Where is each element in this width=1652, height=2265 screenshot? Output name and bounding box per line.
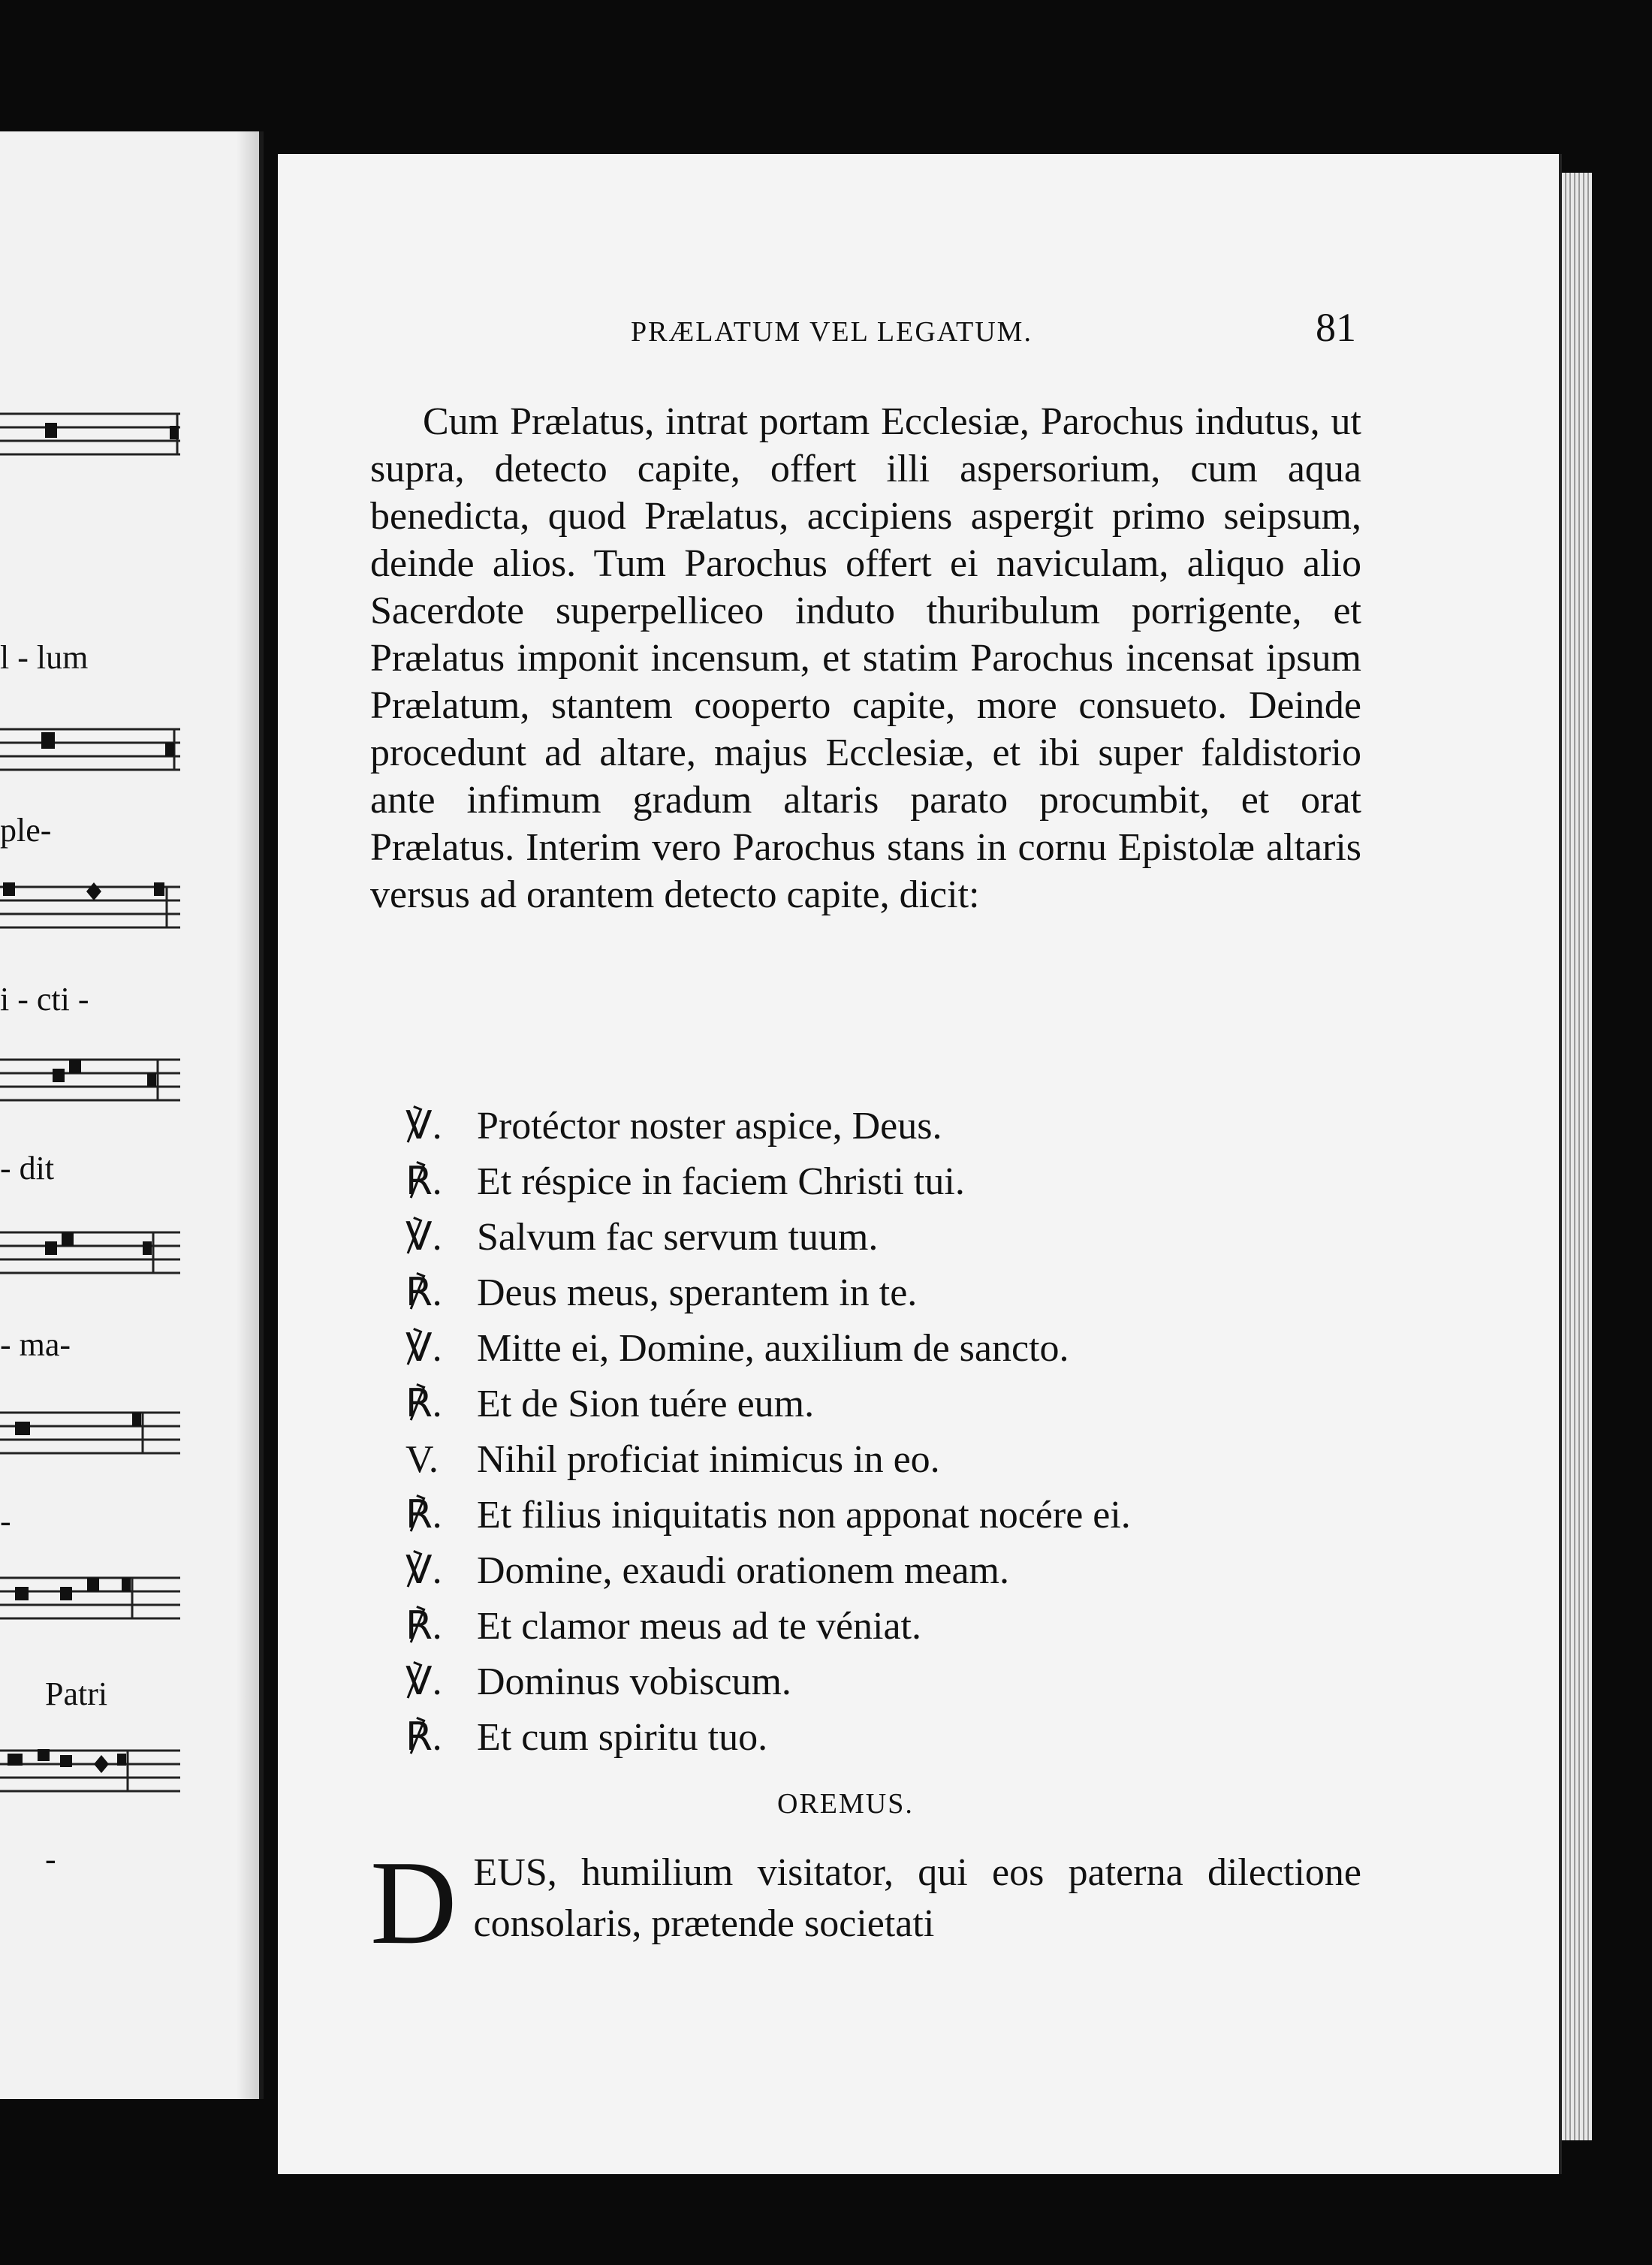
response-line: [405, 1488, 1382, 1543]
response-line: [405, 1377, 1382, 1432]
music-staff: [0, 409, 180, 459]
versicle-symbol: ℣.: [405, 1660, 442, 1703]
lyric-syllable: Patri: [45, 1675, 108, 1712]
versicle-symbol: ℣.: [405, 1216, 442, 1259]
lyric-syllable: -: [0, 1503, 11, 1540]
versicle-line: [405, 1654, 1382, 1710]
response-line: [405, 1599, 1382, 1654]
response-line: [405, 1154, 1382, 1210]
versicle-line: [405, 1543, 1382, 1599]
page-edges: [1562, 173, 1592, 2140]
music-staff: [0, 1055, 180, 1105]
music-staff: [0, 882, 180, 932]
versicle-line: [405, 1432, 1382, 1488]
versicle-symbol: ℣.: [405, 1549, 442, 1592]
page-gutter: [237, 131, 259, 2099]
oremus-heading: OREMUS.: [777, 1788, 914, 1820]
prayer-text: EUS, humilium visitator, qui eos paterna dilectione consolaris, prætende societati: [473, 1851, 1361, 1945]
response-symbol: ℟.: [405, 1716, 442, 1759]
response-symbol: ℟.: [405, 1271, 442, 1314]
response-text: Et réspice in faciem Christi tui.: [477, 1160, 965, 1203]
response-symbol: ℟.: [405, 1160, 442, 1203]
drop-cap: D: [370, 1835, 457, 1969]
music-staff: [0, 1746, 180, 1796]
response-text: Et cum spiritu tuo.: [477, 1716, 768, 1759]
lyric-syllable: i - cti -: [0, 981, 89, 1018]
response-symbol: ℟.: [405, 1383, 442, 1425]
left-facing-page: [0, 131, 264, 2099]
page-number: 81: [1316, 305, 1356, 350]
music-staff: [0, 1573, 180, 1623]
prayer-block: [370, 1835, 1361, 1969]
rubric-paragraph: Cum Prælatus, intrat portam Ecclesiæ, Parochus indutus, ut supra, detecto capite, offert illi aspersorium, cum aqua benedicta, quod Prælatus, accipiens aspergit primo seipsum, deinde alios. Tum Parochus offert ei naviculam, aliquo alio Sacerdote superpelliceo induto thuribulum porrigente, et Prælatus imponit incensum, et statim Parochus incensat ipsum Prælatum, stantem cooperto capite, more consueto. Deinde procedunt ad altare, majus Ecclesiæ, et ibi super faldistorio ante infimum gradum altaris parato procumbit, et orat Prælatus. Interim vero Parochus stans in cornu Epistolæ altaris versus ad orantem detecto capite, dicit:: [370, 400, 1361, 916]
versicle-text: Domine, exaudi orationem meam.: [477, 1549, 1010, 1592]
response-symbol: ℟.: [405, 1494, 442, 1537]
response-text: Deus meus, sperantem in te.: [477, 1271, 918, 1314]
music-staff: [0, 725, 180, 774]
versicle-symbol: V.: [405, 1438, 439, 1481]
versicle-text: Protéctor noster aspice, Deus.: [477, 1105, 942, 1148]
response-symbol: ℟.: [405, 1605, 442, 1648]
versicle-line: [405, 1321, 1382, 1377]
response-text: Et filius iniquitatis non apponat nocére ei.: [477, 1494, 1131, 1537]
versicle-text: Salvum fac servum tuum.: [477, 1216, 879, 1259]
lyric-syllable: -: [45, 1841, 56, 1877]
versicle-symbol: ℣.: [405, 1327, 442, 1370]
versicle-line: [405, 1099, 1382, 1154]
response-line: [405, 1265, 1382, 1321]
lyric-syllable: - dit: [0, 1150, 55, 1187]
versicle-list: [405, 1099, 1382, 1766]
versicle-line: [405, 1210, 1382, 1265]
lyric-syllable: l - lum: [0, 639, 89, 676]
running-title: PRÆLATUM VEL LEGATUM.: [631, 316, 1032, 348]
lyric-syllable: - ma-: [0, 1326, 71, 1363]
music-staff: [0, 1408, 180, 1458]
versicle-text: Nihil proficiat inimicus in eo.: [477, 1438, 940, 1481]
lyric-syllable: ple-: [0, 812, 52, 849]
response-text: Et clamor meus ad te véniat.: [477, 1605, 922, 1648]
versicle-symbol: ℣.: [405, 1105, 442, 1148]
response-text: Et de Sion tuére eum.: [477, 1383, 815, 1425]
versicle-text: Dominus vobiscum.: [477, 1660, 791, 1703]
response-line: [405, 1710, 1382, 1766]
versicle-text: Mitte ei, Domine, auxilium de sancto.: [477, 1327, 1069, 1370]
music-staff: [0, 1228, 180, 1277]
